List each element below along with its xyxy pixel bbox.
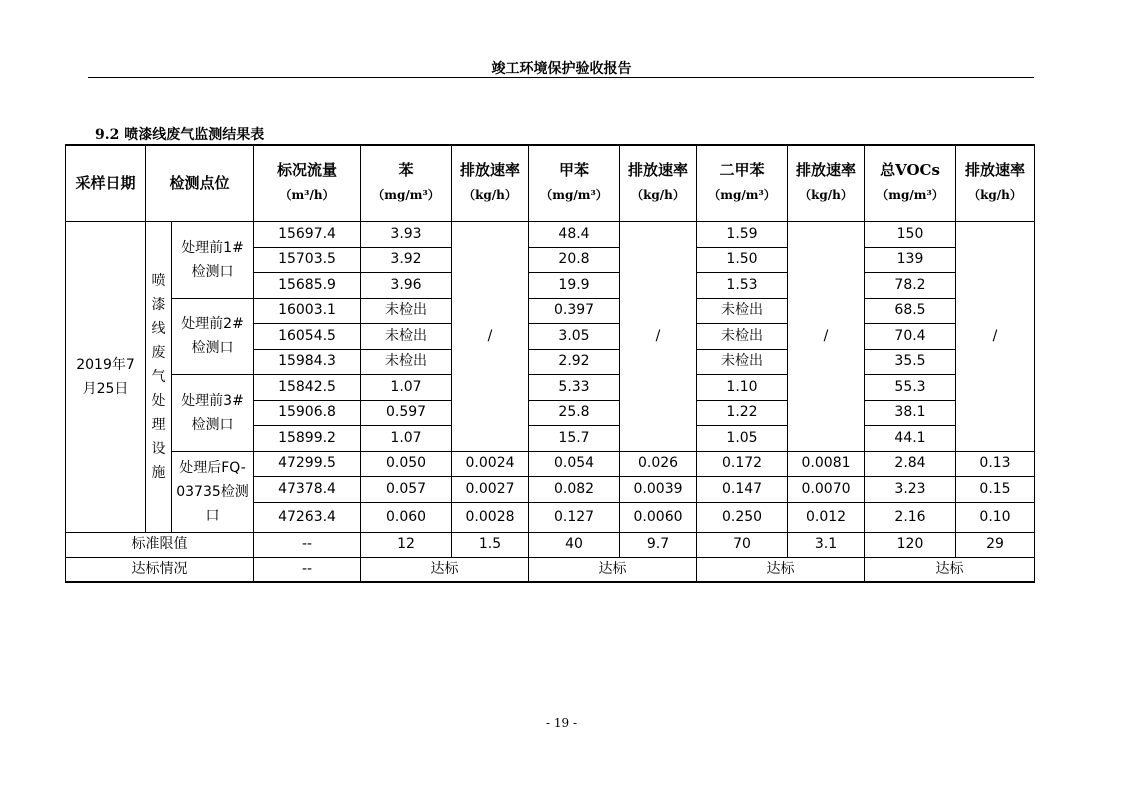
rate-4-cell: 0.10 <box>956 502 1035 532</box>
limit-toluene: 40 <box>529 532 620 557</box>
voc-cell: 55.3 <box>865 374 956 400</box>
flow-cell: 15697.4 <box>254 221 361 247</box>
limit-flow: -- <box>254 532 361 557</box>
benzene-cell: 0.057 <box>361 476 452 502</box>
header-rate-4 <box>956 145 1035 221</box>
rate-4-cell: 0.13 <box>956 451 1035 476</box>
header-rate-2 <box>620 145 697 221</box>
toluene-cell: 2.92 <box>529 349 620 374</box>
header-point: 检测点位 <box>146 145 254 221</box>
rate-2-cell: 0.0060 <box>620 502 697 532</box>
header-rate-4-label: 排放速率 <box>965 161 1026 180</box>
limit-voc: 120 <box>865 532 956 557</box>
header-xylene-label: 二甲苯 <box>719 161 765 180</box>
voc-cell: 68.5 <box>865 298 956 323</box>
voc-cell: 3.23 <box>865 476 956 502</box>
xylene-cell: 0.250 <box>697 502 788 532</box>
facility-name: 喷漆线废气处理设施 <box>146 221 172 532</box>
toluene-cell: 0.054 <box>529 451 620 476</box>
point-1: 处理前1#检测口 <box>172 221 254 298</box>
header-benzene-label: 苯 <box>398 161 414 180</box>
flow-cell: 47299.5 <box>254 451 361 476</box>
compliance-row <box>66 557 1035 582</box>
toluene-cell: 25.8 <box>529 400 620 425</box>
benzene-cell: 3.93 <box>361 221 452 247</box>
xylene-cell: 未检出 <box>697 323 788 349</box>
toluene-cell: 20.8 <box>529 247 620 272</box>
xylene-cell: 1.22 <box>697 400 788 425</box>
rate-2-slash: / <box>620 221 697 451</box>
flow-cell: 15842.5 <box>254 374 361 400</box>
monitoring-results-table <box>65 144 1035 583</box>
benzene-cell: 未检出 <box>361 323 452 349</box>
sampling-date: 2019年7月25日 <box>66 221 146 532</box>
benzene-cell: 0.050 <box>361 451 452 476</box>
header-xylene <box>697 145 788 221</box>
flow-cell: 15703.5 <box>254 247 361 272</box>
limit-label: 标准限值 <box>66 532 254 557</box>
header-rate-3 <box>788 145 865 221</box>
rate-3-slash: / <box>788 221 865 451</box>
header-toluene-label: 甲苯 <box>559 161 590 180</box>
compliance-voc: 达标 <box>865 557 1035 582</box>
table-row <box>66 374 1035 400</box>
header-row <box>66 145 1035 221</box>
voc-cell: 44.1 <box>865 425 956 451</box>
rate-1-slash: / <box>452 221 529 451</box>
compliance-toluene: 达标 <box>529 557 697 582</box>
limit-rate-1: 1.5 <box>452 532 529 557</box>
voc-cell: 70.4 <box>865 323 956 349</box>
rate-3-cell: 0.012 <box>788 502 865 532</box>
xylene-cell: 未检出 <box>697 349 788 374</box>
toluene-cell: 19.9 <box>529 272 620 298</box>
voc-cell: 2.84 <box>865 451 956 476</box>
header-rule <box>88 77 1034 78</box>
rate-3-cell: 0.0070 <box>788 476 865 502</box>
header-rate-3-unit: （kg/h） <box>799 188 853 203</box>
voc-cell: 35.5 <box>865 349 956 374</box>
xylene-cell: 0.147 <box>697 476 788 502</box>
flow-cell: 15899.2 <box>254 425 361 451</box>
xylene-cell: 1.50 <box>697 247 788 272</box>
benzene-cell: 3.92 <box>361 247 452 272</box>
limit-rate-4: 29 <box>956 532 1035 557</box>
compliance-xylene: 达标 <box>697 557 865 582</box>
limit-rate-2: 9.7 <box>620 532 697 557</box>
table-row <box>66 451 1035 476</box>
header-rate-4-unit: （kg/h） <box>968 188 1022 203</box>
compliance-flow: -- <box>254 557 361 582</box>
rate-2-cell: 0.026 <box>620 451 697 476</box>
header-toluene <box>529 145 620 221</box>
rate-1-cell: 0.0027 <box>452 476 529 502</box>
header-flow-unit: （m³/h） <box>279 188 335 203</box>
rate-2-cell: 0.0039 <box>620 476 697 502</box>
limit-row <box>66 532 1035 557</box>
rate-1-cell: 0.0024 <box>452 451 529 476</box>
flow-cell: 16054.5 <box>254 323 361 349</box>
xylene-cell: 0.172 <box>697 451 788 476</box>
header-benzene <box>361 145 452 221</box>
header-rate-2-unit: （kg/h） <box>631 188 685 203</box>
xylene-cell: 1.59 <box>697 221 788 247</box>
benzene-cell: 0.060 <box>361 502 452 532</box>
rate-3-cell: 0.0081 <box>788 451 865 476</box>
header-rate-2-label: 排放速率 <box>628 161 689 180</box>
flow-cell: 15984.3 <box>254 349 361 374</box>
toluene-cell: 5.33 <box>529 374 620 400</box>
xylene-cell: 1.10 <box>697 374 788 400</box>
toluene-cell: 3.05 <box>529 323 620 349</box>
table-row <box>66 298 1035 323</box>
header-rate-1 <box>452 145 529 221</box>
xylene-cell: 未检出 <box>697 298 788 323</box>
toluene-cell: 15.7 <box>529 425 620 451</box>
header-voc-label: 总VOCs <box>880 161 940 180</box>
voc-cell: 139 <box>865 247 956 272</box>
limit-benzene: 12 <box>361 532 452 557</box>
limit-rate-3: 3.1 <box>788 532 865 557</box>
flow-cell: 47378.4 <box>254 476 361 502</box>
header-flow <box>254 145 361 221</box>
benzene-cell: 3.96 <box>361 272 452 298</box>
compliance-label: 达标情况 <box>66 557 254 582</box>
header-rate-1-unit: （kg/h） <box>463 188 517 203</box>
voc-cell: 150 <box>865 221 956 247</box>
voc-cell: 38.1 <box>865 400 956 425</box>
table-row <box>66 221 1035 247</box>
header-date: 采样日期 <box>66 145 146 221</box>
flow-cell: 15906.8 <box>254 400 361 425</box>
header-rate-3-label: 排放速率 <box>796 161 857 180</box>
toluene-cell: 0.127 <box>529 502 620 532</box>
header-toluene-unit: （mg/m³） <box>540 188 608 203</box>
point-3: 处理前3#检测口 <box>172 374 254 451</box>
rate-4-slash: / <box>956 221 1035 451</box>
flow-cell: 15685.9 <box>254 272 361 298</box>
benzene-cell: 1.07 <box>361 374 452 400</box>
toluene-cell: 0.397 <box>529 298 620 323</box>
benzene-cell: 未检出 <box>361 298 452 323</box>
header-voc <box>865 145 956 221</box>
toluene-cell: 48.4 <box>529 221 620 247</box>
running-header: 竣工环境保护验收报告 <box>491 61 632 77</box>
header-benzene-unit: （mg/m³） <box>372 188 440 203</box>
page-number: - 19 - <box>545 716 577 730</box>
benzene-cell: 1.07 <box>361 425 452 451</box>
benzene-cell: 未检出 <box>361 349 452 374</box>
header-voc-unit: （mg/m³） <box>876 188 944 203</box>
header-xylene-unit: （mg/m³） <box>708 188 776 203</box>
toluene-cell: 0.082 <box>529 476 620 502</box>
header-rate-1-label: 排放速率 <box>460 161 521 180</box>
xylene-cell: 1.53 <box>697 272 788 298</box>
rate-1-cell: 0.0028 <box>452 502 529 532</box>
compliance-benzene: 达标 <box>361 557 529 582</box>
point-4: 处理后FQ-03735检测口 <box>172 451 254 532</box>
flow-cell: 47263.4 <box>254 502 361 532</box>
benzene-cell: 0.597 <box>361 400 452 425</box>
section-title: 9.2 喷漆线废气监测结果表 <box>95 127 265 143</box>
flow-cell: 16003.1 <box>254 298 361 323</box>
rate-4-cell: 0.15 <box>956 476 1035 502</box>
xylene-cell: 1.05 <box>697 425 788 451</box>
point-2: 处理前2#检测口 <box>172 298 254 374</box>
voc-cell: 78.2 <box>865 272 956 298</box>
header-flow-label: 标况流量 <box>277 161 338 180</box>
voc-cell: 2.16 <box>865 502 956 532</box>
limit-xylene: 70 <box>697 532 788 557</box>
